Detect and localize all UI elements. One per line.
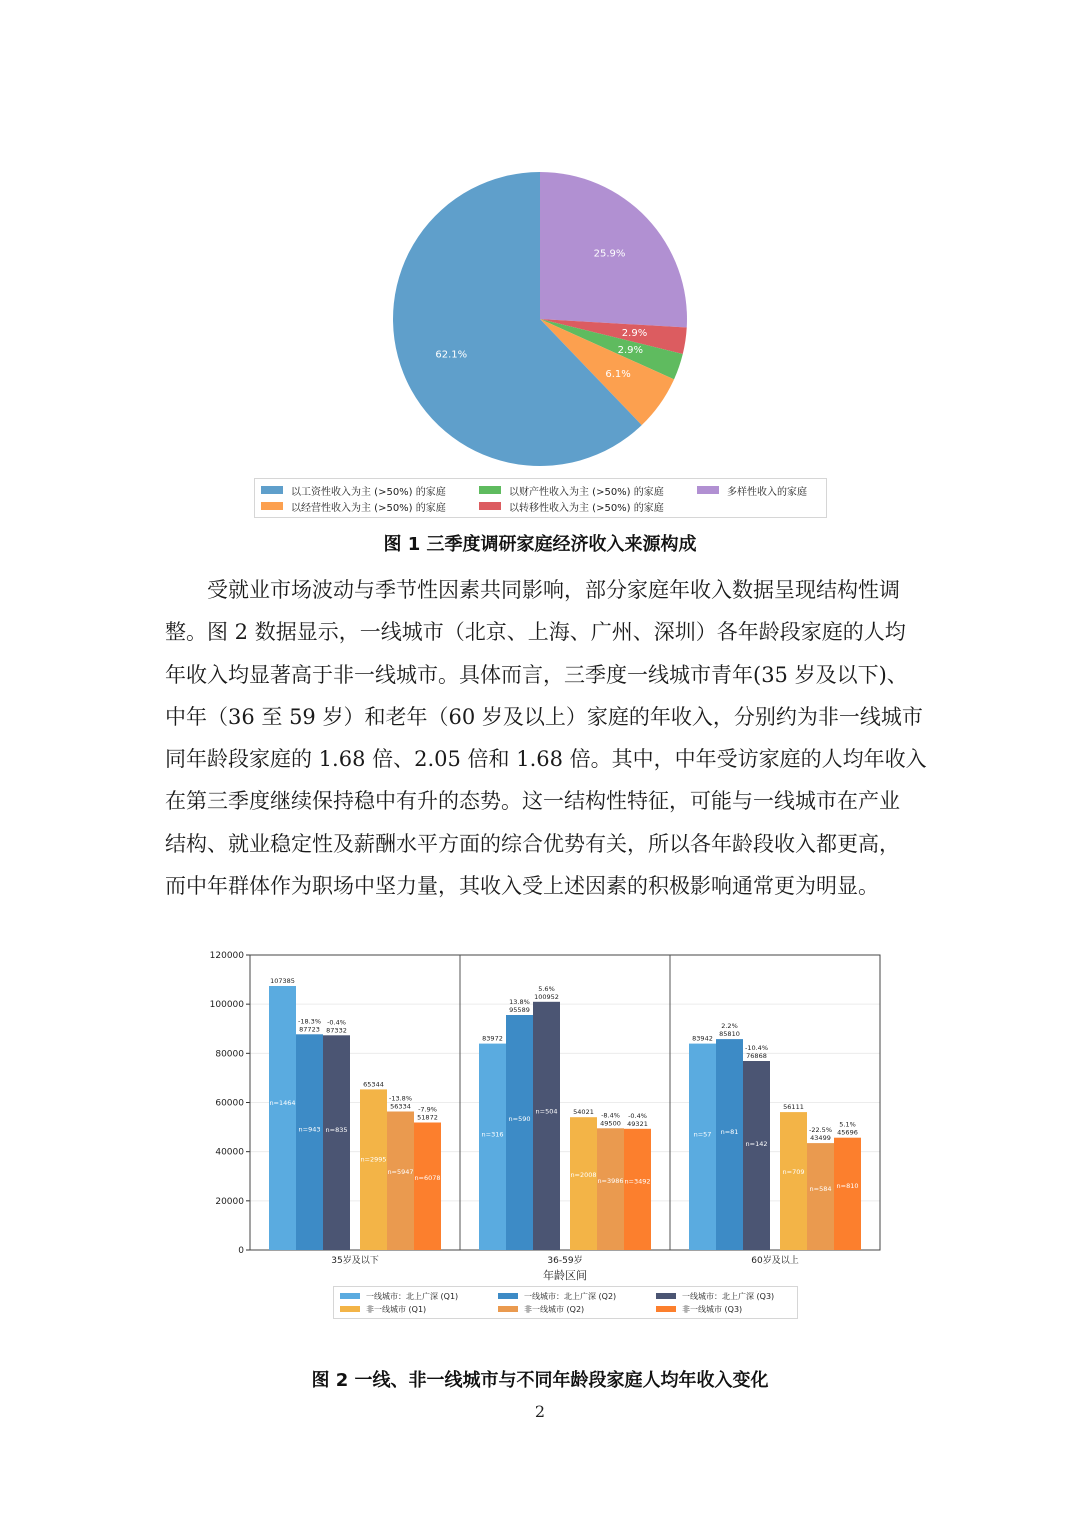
legend-swatch [498, 1306, 518, 1312]
legend-item [498, 1290, 616, 1302]
legend-swatch [340, 1306, 360, 1312]
legend-item [479, 483, 664, 497]
legend-label: 以工资性收入为主 (>50%) 的家庭 [291, 486, 446, 498]
bar-chart-bars [269, 977, 861, 1250]
paragraph-line: 中年（36 至 59 岁）和老年（60 岁及以上）家庭的年收入，分别约为非一线城市 [165, 704, 923, 729]
paragraph-line: 年收入均显著高于非一线城市。具体而言，三季度一线城市青年(35 岁及以下)、 [165, 662, 908, 687]
legend-swatch [697, 486, 719, 494]
page-number: 2 [534, 1402, 546, 1421]
legend-item [697, 483, 807, 497]
figure-1-legend [254, 478, 827, 518]
bar-value-label: 83942 [692, 1034, 713, 1043]
bar-n-label: n=3986 [597, 1177, 624, 1186]
figure-2-legend [333, 1286, 798, 1319]
bar-value-label: 49500 [600, 1119, 621, 1128]
bar [807, 1143, 834, 1250]
legend-item [656, 1303, 742, 1315]
y-tick-label: 0 [238, 1246, 244, 1256]
bar [414, 1123, 441, 1251]
bar-n-label: n=1464 [269, 1098, 296, 1107]
bar [269, 986, 296, 1250]
x-tick-label: 35岁及以下 [331, 1256, 379, 1266]
bar-value-label: 45696 [837, 1128, 858, 1137]
paragraph-line: 同年龄段家庭的 1.68 倍、2.05 倍和 1.68 倍。其中，中年受访家庭的人均年收入 [165, 747, 927, 772]
legend-label: 一线城市：北上广深 (Q2) [524, 1291, 617, 1301]
pie-slices [393, 172, 687, 466]
legend-label: 非一线城市 (Q1) [366, 1304, 427, 1314]
bar-change-label: -22.5% [809, 1126, 832, 1135]
bar-change-label: -0.4% [628, 1111, 647, 1120]
bar-n-label: n=57 [693, 1130, 712, 1139]
bar-change-label: -0.4% [327, 1018, 346, 1027]
bar-change-label: -13.8% [389, 1094, 412, 1103]
bar-n-label: n=6078 [414, 1173, 441, 1182]
pie-slice-label: 6.1% [605, 369, 631, 381]
bar-change-label: 5.6% [538, 984, 555, 993]
bar-n-label: n=943 [298, 1125, 321, 1134]
bar-change-label: 13.8% [509, 998, 530, 1006]
figure-1-caption: 图 1 三季度调研家庭经济收入来源构成 [383, 534, 697, 555]
bar [743, 1061, 770, 1250]
bar-n-label: n=142 [745, 1140, 768, 1149]
legend-label: 多样性收入的家庭 [727, 486, 807, 498]
legend-label: 以转移性收入为主 (>50%) 的家庭 [509, 502, 664, 514]
bar-value-label: 76868 [746, 1052, 767, 1060]
bar-value-label: 95589 [509, 1006, 530, 1014]
x-axis-label: 年龄区间 [543, 1269, 587, 1282]
bar-value-label: 56111 [783, 1103, 804, 1112]
legend-label: 以经营性收入为主 (>50%) 的家庭 [291, 502, 446, 514]
legend-item [479, 499, 664, 513]
bar [834, 1138, 861, 1250]
legend-swatch [340, 1293, 360, 1299]
bar-value-label: 87723 [299, 1025, 320, 1034]
legend-swatch [498, 1293, 518, 1299]
bar [597, 1128, 624, 1250]
body-paragraph [165, 569, 927, 907]
y-tick-label: 20000 [215, 1196, 244, 1207]
bar [570, 1117, 597, 1250]
legend-item [656, 1290, 774, 1302]
bar-change-label: 2.2% [721, 1022, 738, 1031]
legend-swatch [656, 1293, 676, 1299]
bar [689, 1044, 716, 1250]
bar-value-label: 65344 [363, 1080, 384, 1089]
pie-slice-label: 2.9% [621, 328, 648, 340]
bar-n-label: n=709 [782, 1168, 805, 1177]
bar-value-label: 49321 [627, 1119, 648, 1128]
bar-n-label: n=5947 [387, 1167, 414, 1176]
y-tick-label: 100000 [209, 1000, 244, 1011]
bar [360, 1089, 387, 1250]
pie-slice-label: 2.9% [617, 345, 644, 357]
legend-item [340, 1303, 426, 1315]
y-tick-label: 60000 [215, 1098, 244, 1109]
paragraph-line: 整。图 2 数据显示，一线城市（北京、上海、广州、深圳）各年龄段家庭的人均 [165, 620, 906, 645]
pie-slice-label: 62.1% [435, 349, 468, 361]
y-tick-label: 120000 [209, 951, 244, 961]
figure-2-bar-chart [0, 935, 1080, 1285]
paragraph-line: 在第三季度继续保持稳中有升的态势。这一结构性特征，可能与一线城市在产业 [165, 789, 900, 814]
legend-item [261, 483, 446, 497]
figure-2-caption: 图 2 一线、非一线城市与不同年龄段家庭人均年收入变化 [311, 1370, 769, 1391]
bar-n-label: n=2995 [360, 1155, 387, 1164]
legend-label: 以财产性收入为主 (>50%) 的家庭 [509, 486, 664, 498]
y-tick-label: 40000 [215, 1147, 244, 1158]
bar-value-label: 54021 [573, 1108, 594, 1117]
legend-label: 非一线城市 (Q2) [524, 1304, 585, 1314]
legend-swatch [656, 1306, 676, 1312]
legend-swatch [479, 502, 501, 510]
paragraph-line: 受就业市场波动与季节性因素共同影响，部分家庭年收入数据呈现结构性调 [207, 578, 900, 602]
legend-label: 一线城市：北上广深 (Q1) [366, 1291, 459, 1301]
bar [716, 1039, 743, 1250]
legend-swatch [261, 502, 283, 510]
bar [479, 1044, 506, 1250]
bar [624, 1129, 651, 1250]
bar-value-label: 51872 [417, 1113, 438, 1122]
pie-slice-label: 25.9% [593, 248, 626, 260]
x-tick-label: 36-59岁 [547, 1256, 583, 1266]
paragraph-line: 而中年群体作为职场中坚力量，其收入受上述因素的积极影响通常更为明显。 [165, 874, 879, 899]
bar-n-label: n=810 [836, 1182, 859, 1191]
bar-change-label: 5.1% [839, 1120, 856, 1129]
bar [387, 1112, 414, 1251]
bar-n-label: n=3492 [624, 1177, 651, 1186]
bar-value-label: 85810 [719, 1030, 740, 1039]
bar-n-label: n=835 [325, 1125, 348, 1134]
bar-n-label: n=81 [720, 1128, 739, 1136]
bar-value-label: 100952 [534, 992, 559, 1001]
bar-value-label: 43499 [810, 1134, 831, 1143]
legend-label: 一线城市：北上广深 (Q3) [682, 1291, 775, 1301]
bar-value-label: 107385 [270, 977, 295, 985]
bar-n-label: n=2008 [570, 1171, 597, 1179]
legend-swatch [261, 486, 283, 494]
bar-change-label: -18.3% [298, 1017, 321, 1026]
legend-item [340, 1290, 458, 1302]
bar-value-label: 87332 [326, 1026, 347, 1035]
bar-change-label: -10.4% [745, 1044, 768, 1052]
bar [780, 1112, 807, 1250]
bar-value-label: 83972 [482, 1034, 503, 1043]
bar-n-label: n=316 [481, 1130, 504, 1139]
legend-item [498, 1303, 584, 1315]
paragraph-line: 结构、就业稳定性及薪酬水平方面的综合优势有关，所以各年龄段收入都更高， [165, 831, 900, 856]
legend-item [261, 499, 446, 513]
bar-n-label: n=504 [535, 1107, 558, 1116]
bar-change-label: -7.9% [418, 1105, 437, 1114]
figure-1-pie-chart [0, 0, 1080, 530]
bar [533, 1002, 560, 1250]
bar-value-label: 56334 [390, 1102, 411, 1111]
bar-change-label: -8.4% [601, 1111, 620, 1120]
bar [296, 1034, 323, 1250]
x-tick-label: 60岁及以上 [751, 1256, 799, 1266]
legend-label: 非一线城市 (Q3) [682, 1304, 743, 1314]
bar [323, 1035, 350, 1250]
bar-n-label: n=590 [508, 1114, 531, 1123]
legend-swatch [479, 486, 501, 494]
bar-n-label: n=584 [809, 1185, 832, 1194]
bar [506, 1015, 533, 1250]
y-tick-label: 80000 [215, 1049, 244, 1060]
